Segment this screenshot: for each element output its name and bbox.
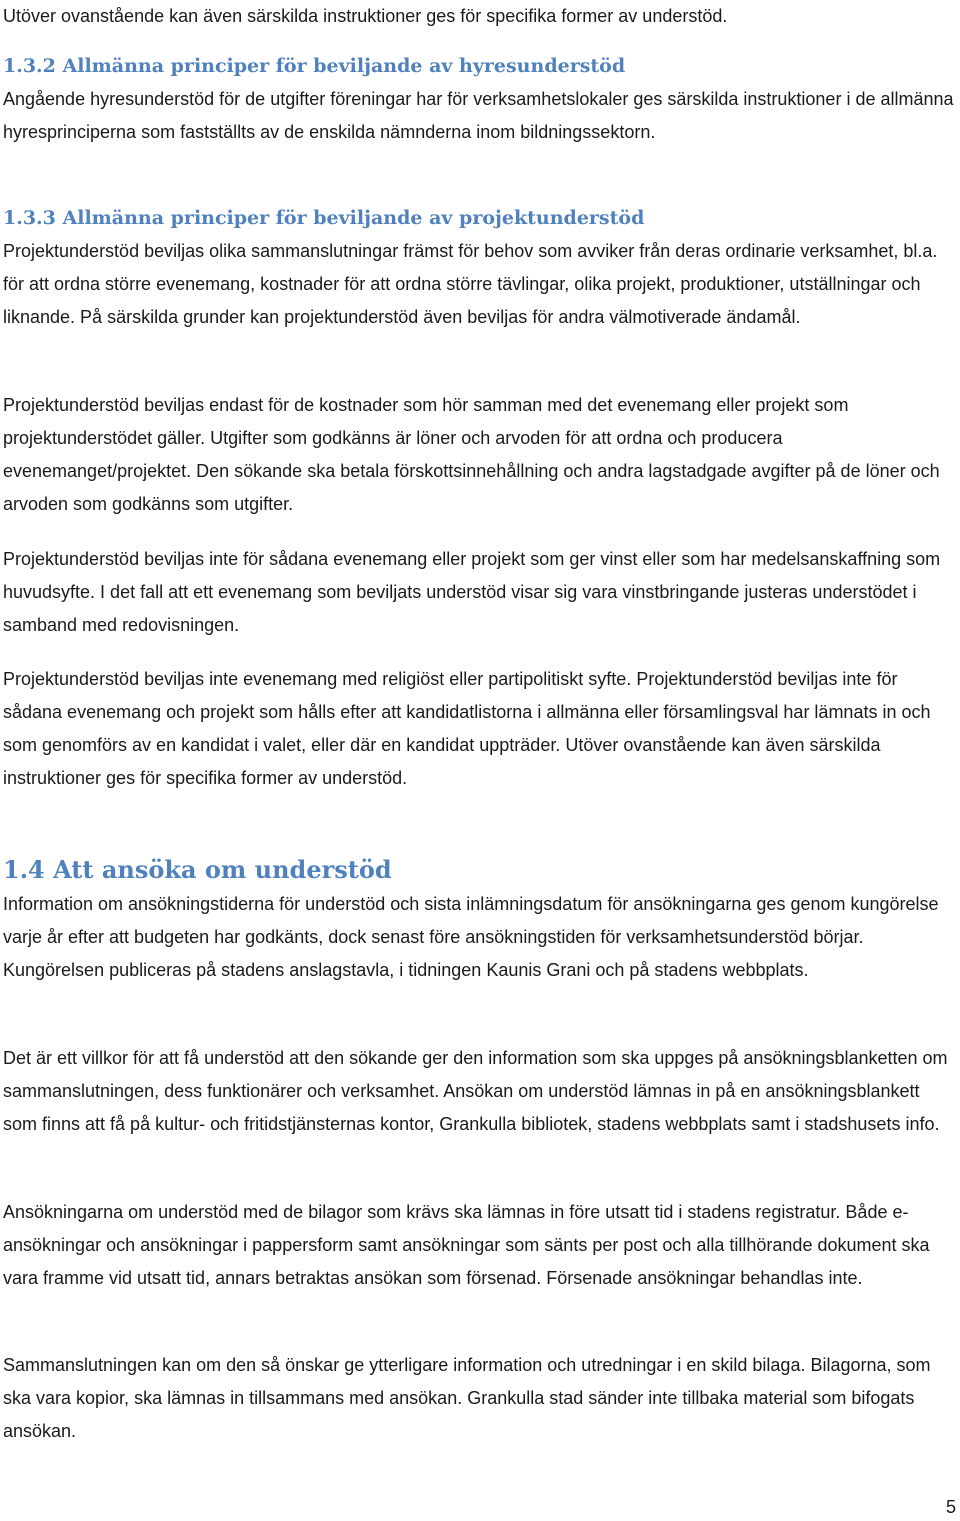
section-1-3-3-paragraph-2: Projektunderstöd beviljas endast för de kostnader som hör samman med det evenemang eller projekt som projektunderstödet gäller. Utgifter som godkänns är löner och arvoden för att ordna och producera evenemanget/projektet. Den sökande ska betala förskottsinnehållning och andra lagstadgade avgifter på de löner och arvoden som godkänns som utgifter. bbox=[3, 395, 940, 514]
section-1-4-paragraph-2: Det är ett villkor för att få understöd att den sökande ger den information som ska uppges på ansökningsblanketten om sammanslutningen, dess funktionärer och verksamhet. Ansökan om understöd lämnas in på en ansökningsblankett som finns att få på kultur- och fritidstjänsternas kontor, Grankulla bibliotek, stadens webbplats samt i stadshusets info. bbox=[3, 1048, 948, 1134]
section-heading-1-4: 1.4 Att ansöka om understöd bbox=[3, 855, 392, 884]
section-heading-1-3-3: 1.3.3 Allmänna principer för beviljande av projektunderstöd bbox=[3, 207, 645, 229]
intro-paragraph: Utöver ovanstående kan även särskilda instruktioner ges för specifika former av understöd. bbox=[3, 6, 728, 26]
section-1-4-paragraph-4: Sammanslutningen kan om den så önskar ge ytterligare information och utredningar i en skild bilaga. Bilagorna, som ska vara kopior, ska lämnas in tillsammans med ansökan. Grankulla stad sänder inte tillbaka material som bifogats ansökan. bbox=[3, 1355, 931, 1441]
section-1-3-2-paragraph: Angående hyresunderstöd för de utgifter föreningar har för verksamhetslokaler ges särskilda instruktioner i de allmänna hyresprinciperna som fastställts av de enskilda nämnderna inom bildningssektorn. bbox=[3, 89, 954, 142]
section-1-4-paragraph-1: Information om ansökningstiderna för understöd och sista inlämningsdatum för ansökningarna ges genom kungörelse varje år efter att budgeten har godkänts, dock senast före ansökningstiden för verksamhetsunderstöd börjar. Kungörelsen publiceras på stadens anslagstavla, i tidningen Kaunis Grani och på stadens webbplats. bbox=[3, 894, 939, 980]
section-1-4-paragraph-3: Ansökningarna om understöd med de bilagor som krävs ska lämnas in före utsatt tid i stadens registratur. Både e-ansökningar och ansökningar i pappersform samt ansökningar som sänts per post och alla tillhörande dokument ska vara framme vid utsatt tid, annars betraktas ansökan som försenad. Försenade ansökningar behandlas inte. bbox=[3, 1202, 930, 1288]
section-heading-1-3-2: 1.3.2 Allmänna principer för beviljande av hyresunderstöd bbox=[3, 55, 626, 77]
page-number: 5 bbox=[945, 1497, 956, 1517]
section-1-3-3-paragraph-4: Projektunderstöd beviljas inte evenemang med religiöst eller partipolitiskt syfte. Projektunderstöd beviljas inte för sådana evenemang och projekt som hålls efter att kandidatlistorna i allmänna eller församlingsval har lämnats in och som genomförs av en kandidat i valet, eller där en kandidat uppträder. Utöver ovanstående kan även särskilda instruktioner ges för specifika former av understöd. bbox=[3, 669, 931, 788]
section-1-3-3-paragraph-3: Projektunderstöd beviljas inte för sådana evenemang eller projekt som ger vinst eller som har medelsanskaffning som huvudsyfte. I det fall att ett evenemang som beviljats understöd visar sig vara vinstbringande justeras understödet i samband med redovisningen. bbox=[3, 549, 941, 635]
section-1-3-3-paragraph-1: Projektunderstöd beviljas olika sammanslutningar främst för behov som avviker från deras ordinarie verksamhet, bl.a. för att ordna större evenemang, kostnader för att ordna större tävlingar, olika projekt, produktioner, utställningar och liknande. På särskilda grunder kan projektunderstöd även beviljas för andra välmotiverade ändamål. bbox=[3, 241, 938, 327]
